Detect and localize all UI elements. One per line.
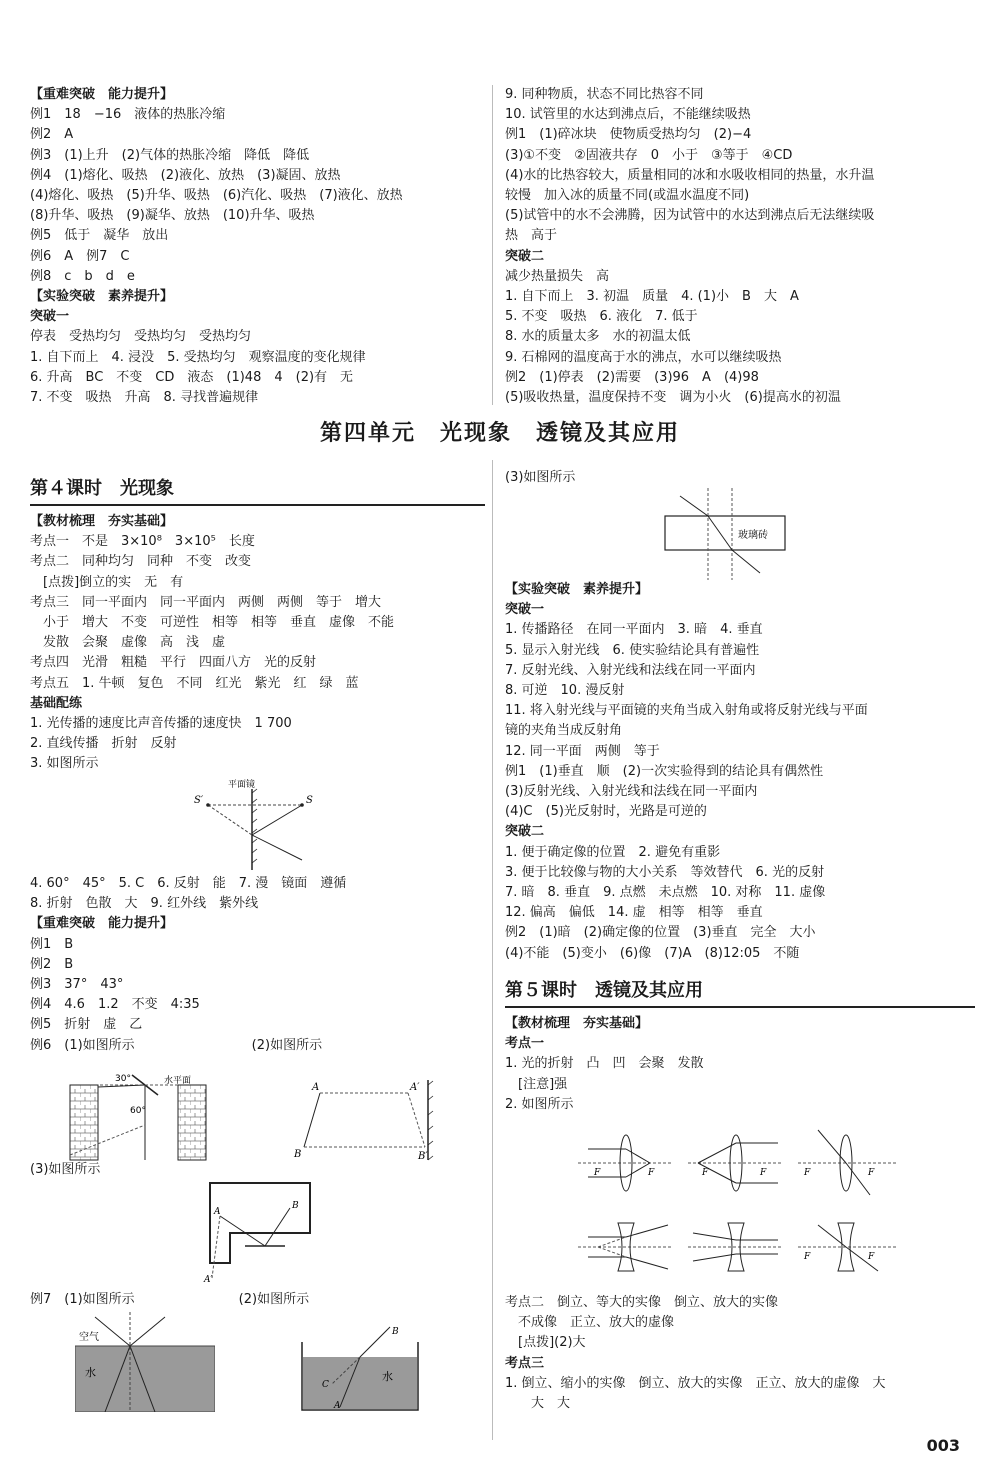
text-line: 镜的夹角当成反射角 [505,723,623,739]
text-line: 11. 将入射光线与平面镜的夹角当成入射角或将反射光线与平面 [505,703,868,719]
text-line: 【重难突破 能力提升】 [30,916,174,932]
text-line: (3)①不变 ②固液共存 0 小于 ③等于 ④CD [505,147,793,163]
text-line: (4)不能 (5)变小 (6)像 (7)A (8)12:05 不随 [505,945,800,961]
lesson4-right-column [505,468,975,488]
text-line: 基础配练 [30,695,83,711]
text-line: 例6 A 例7 C [30,248,130,264]
text-line: 1. 倒立、缩小的实像 倒立、放大的实像 正立、放大的虚像 大 [505,1375,886,1391]
text-line: 大 大 [505,1396,571,1412]
text-line: 例4 4.6 1.2 不变 4:35 [30,997,200,1013]
text-line: 3. 便于比较像与物的大小关系 等效替代 6. 光的反射 [505,864,825,880]
text-line: 例1 (1)碎冰块 使物质受热均匀 (2)−4 [505,127,752,143]
text-line: 1. 光的折射 凸 凹 会聚 发散 [505,1056,704,1072]
column-divider-bottom [492,460,493,1440]
figure-ex6-1 [60,1065,210,1165]
lens1-f-left: F [594,1168,601,1178]
horizontal-label: 水平面 [164,1076,192,1086]
lesson4-left-b-column [30,874,485,1056]
text-line: (5)试管中的水不会沸腾，因为试管中的水达到沸点后无法继续吸 [505,208,875,224]
text-line: 突破一 [30,309,70,325]
text-line: 例4 (1)熔化、吸热 (2)液化、放热 (3)凝固、放热 [30,167,341,183]
text-line: (8)升华、吸热 (9)凝华、放热 (10)升华、吸热 [30,208,315,224]
text-line: 发散 会聚 虚像 高 浅 虚 [30,635,226,651]
fig3-b-label: B [292,1201,299,1211]
figure-ex7-2 [300,1322,420,1412]
text-line: 1. 便于确定像的位置 2. 避免有重影 [505,844,721,860]
top-right-column [505,85,975,408]
text-line: 例6 (1)如图所示 (2)如图所示 [30,1037,323,1053]
ex7-b-label: B [392,1327,399,1337]
text-line: 9. 同种物质，状态不同比热容不同 [505,87,704,102]
text-line: 【实验突破 素养提升】 [30,289,174,305]
ex7-c-label: C [322,1380,329,1390]
lens3-f-left: F [804,1168,811,1178]
s-label: S [306,795,313,806]
text-line: 5. 不变 吸热 6. 液化 7. 低于 [505,309,698,325]
text-line: 考点一 [505,1036,545,1052]
text-line: 1. 自下而上 4. 浸没 5. 受热均匀 观察温度的变化规律 [30,349,366,365]
text-line: [注意]强 [505,1076,568,1092]
text-line: 例3 37° 43° [30,977,124,993]
unit-title: 第四单元 光现象 透镜及其应用 [319,421,680,446]
a-label: A [312,1082,320,1093]
b-prime-label: B′ [418,1151,428,1162]
ex6-3-label: (3)如图所示 [30,1162,101,1177]
text-line: 1. 传播路径 在同一平面内 3. 暗 4. 垂直 [505,622,763,638]
text-line: 3. 如图所示 [30,756,99,772]
text-line: (4)C (5)光反射时，光路是可逆的 [505,804,707,820]
lens6-f-left: F [804,1252,811,1262]
text-line: 不成像 正立、放大的虚像 [505,1315,675,1331]
text-line: 例8 c b d e [30,268,135,284]
text-line: 考点四 光滑 粗糙 平行 四面八方 光的反射 [30,655,317,671]
text-line: 考点三 [505,1355,545,1371]
lens2-f-left: F [702,1168,709,1178]
lesson5-b [505,1293,975,1414]
column-divider-top [492,85,493,405]
text-line: 突破一 [505,602,545,618]
text-line: 突破二 [505,824,545,840]
water-label: 水 [85,1366,96,1379]
text-line: 【教材梳理 夯实基础】 [505,1016,649,1031]
text-line: 例2 B [30,956,74,972]
text-line: [点拨]倒立的实 无 有 [30,574,184,590]
figure-ex6-3 [190,1178,320,1288]
b-label: B [294,1149,302,1160]
text-line: 12. 同一平面 两侧 等于 [505,743,660,759]
lesson4-left-b [30,874,485,1056]
text-line: 较慢 加入冰的质量不同(或温水温度不同) [505,188,750,204]
text-line: 7. 反射光线、入射光线和法线在同一平面内 [505,662,756,678]
text-line: 例1 18 −16 液体的热胀冷缩 [30,107,226,123]
text-line: 例5 低于 凝华 放出 [30,228,169,244]
text-line: 6. 升高 BC 不变 CD 液态 (1)48 4 (2)有 无 [30,369,354,385]
text-line: 停表 受热均匀 受热均匀 受热均匀 [30,329,252,345]
angle-60-label: 60° [130,1106,146,1116]
lesson4-right-a [505,468,975,488]
lesson4-left-column [30,476,485,775]
text-line: 12. 偏高 偏低 14. 虚 相等 相等 垂直 [505,905,763,921]
lesson5-title: 第５课时 透镜及其应用 [505,978,975,1008]
text-line: 考点二 倒立、等大的实像 倒立、放大的实像 [505,1295,779,1310]
text-line: (5)吸收热量，温度保持不变 调为小火 (6)提高水的初温 [505,390,841,406]
text-line: (4)水的比热容较大，质量相同的冰和水吸收相同的热量，水升温 [505,167,875,183]
text-line: 8. 折射 色散 大 9. 红外线 紫外线 [30,896,259,912]
text-line: 热 高于 [505,228,558,244]
text-line: 例1 (1)垂直 顺 (2)一次实验得到的结论具有偶然性 [505,763,824,779]
lesson4-title: 第４课时 光现象 [30,476,485,506]
lens2-f-right: F [760,1168,767,1178]
text-line: [点拨](2)大 [505,1335,586,1351]
text-line: 例5 折射 虚 乙 [30,1017,143,1033]
text-line: (3)反射光线、入射光线和法线在同一平面内 [505,784,758,800]
text-line: 考点二 同种均匀 同种 不变 改变 [30,554,252,570]
figure-glass-brick [660,488,800,580]
text-line: 7. 不变 吸热 升高 8. 寻找普遍规律 [30,390,259,406]
a-prime-label: A′ [410,1082,420,1093]
fig3-a-label: A [214,1207,221,1217]
top-right-lines [505,85,975,408]
top-left-column [30,85,485,408]
text-line: 考点一 不是 3×10⁸ 3×10⁵ 长度 [30,534,255,550]
text-line: 2. 直线传播 折射 反射 [30,736,177,752]
page-number: 003 [926,1436,960,1455]
lesson4-left-a [30,512,485,775]
mirror-label: 平面镜 [228,780,256,790]
text-line: 9. 石棉网的温度高于水的沸点，水可以继续吸热 [505,349,782,365]
text-line: 【教材梳理 夯实基础】 [30,514,174,529]
text-line: 4. 60° 45° 5. C 6. 反射 能 7. 漫 镜面 遵循 [30,876,347,891]
fig3-a-prime-label: A′ [204,1275,213,1285]
lesson4-right-b [505,580,975,964]
lens6-f-right: F [868,1252,875,1262]
text-line: 小于 增大 不变 可逆性 相等 相等 垂直 虚像 不能 [30,615,395,631]
text-line: 考点三 同一平面内 同一平面内 两侧 两侧 等于 增大 [30,594,382,610]
text-line: 减少热量损失 高 [505,268,610,284]
ex7-water-label: 水 [382,1370,393,1383]
s-prime-label: S′ [194,795,204,806]
text-line: 1. 自下而上 3. 初温 质量 4. (1)小 B 大 A [505,289,799,305]
lens1-f-right: F [648,1168,655,1178]
lesson5-column [505,978,975,1115]
figure-ex7-1 [75,1312,215,1412]
text-line: 例1 B [30,936,74,952]
air-label: 空气 [79,1332,99,1343]
text-line: 1. 光传播的速度比声音传播的速度快 1 700 [30,716,292,732]
text-line: 例2 (1)停表 (2)需要 (3)96 A (4)98 [505,369,759,385]
text-line: 7. 暗 8. 垂直 9. 点燃 未点燃 10. 对称 11. 虚像 [505,885,826,901]
lesson5-b-column [505,1293,975,1414]
text-line: 例3 (1)上升 (2)气体的热胀冷缩 降低 降低 [30,147,310,163]
text-line: (4)熔化、吸热 (5)升华、吸热 (6)汽化、吸热 (7)液化、放热 [30,188,403,204]
ex7-a-label: A [334,1401,341,1411]
figure-lenses [578,1125,898,1290]
text-line: 例2 (1)暗 (2)确定像的位置 (3)垂直 完全 大小 [505,925,816,941]
text-line: (3)如图所示 [505,470,576,485]
lesson4-right-b-column [505,580,975,964]
text-line: 8. 可逆 10. 漫反射 [505,683,625,699]
text-line: 【实验突破 素养提升】 [505,582,649,597]
text-line: 考点五 1. 牛顿 复色 不同 红光 紫光 红 绿 蓝 [30,675,359,691]
text-line: 突破二 [505,248,545,264]
figure-plane-mirror [190,775,340,870]
ex7-line: 例7 (1)如图所示 (2)如图所示 [30,1292,310,1307]
top-left-lines [30,85,485,408]
text-line: 2. 如图所示 [505,1096,574,1112]
text-line: 8. 水的质量太多 水的初温太低 [505,329,691,345]
text-line: 例2 A [30,127,74,143]
text-line: 【重难突破 能力提升】 [30,87,174,102]
text-line: 5. 显示入射光线 6. 使实验结论具有普遍性 [505,642,760,658]
glass-label: 玻璃砖 [738,530,768,541]
lesson5-a [505,1014,975,1115]
text-line: 10. 试管里的水达到沸点后，不能继续吸热 [505,107,751,123]
figure-ex6-2 [290,1075,450,1165]
lens3-f-right: F [868,1168,875,1178]
angle-30-label: 30° [115,1074,131,1084]
